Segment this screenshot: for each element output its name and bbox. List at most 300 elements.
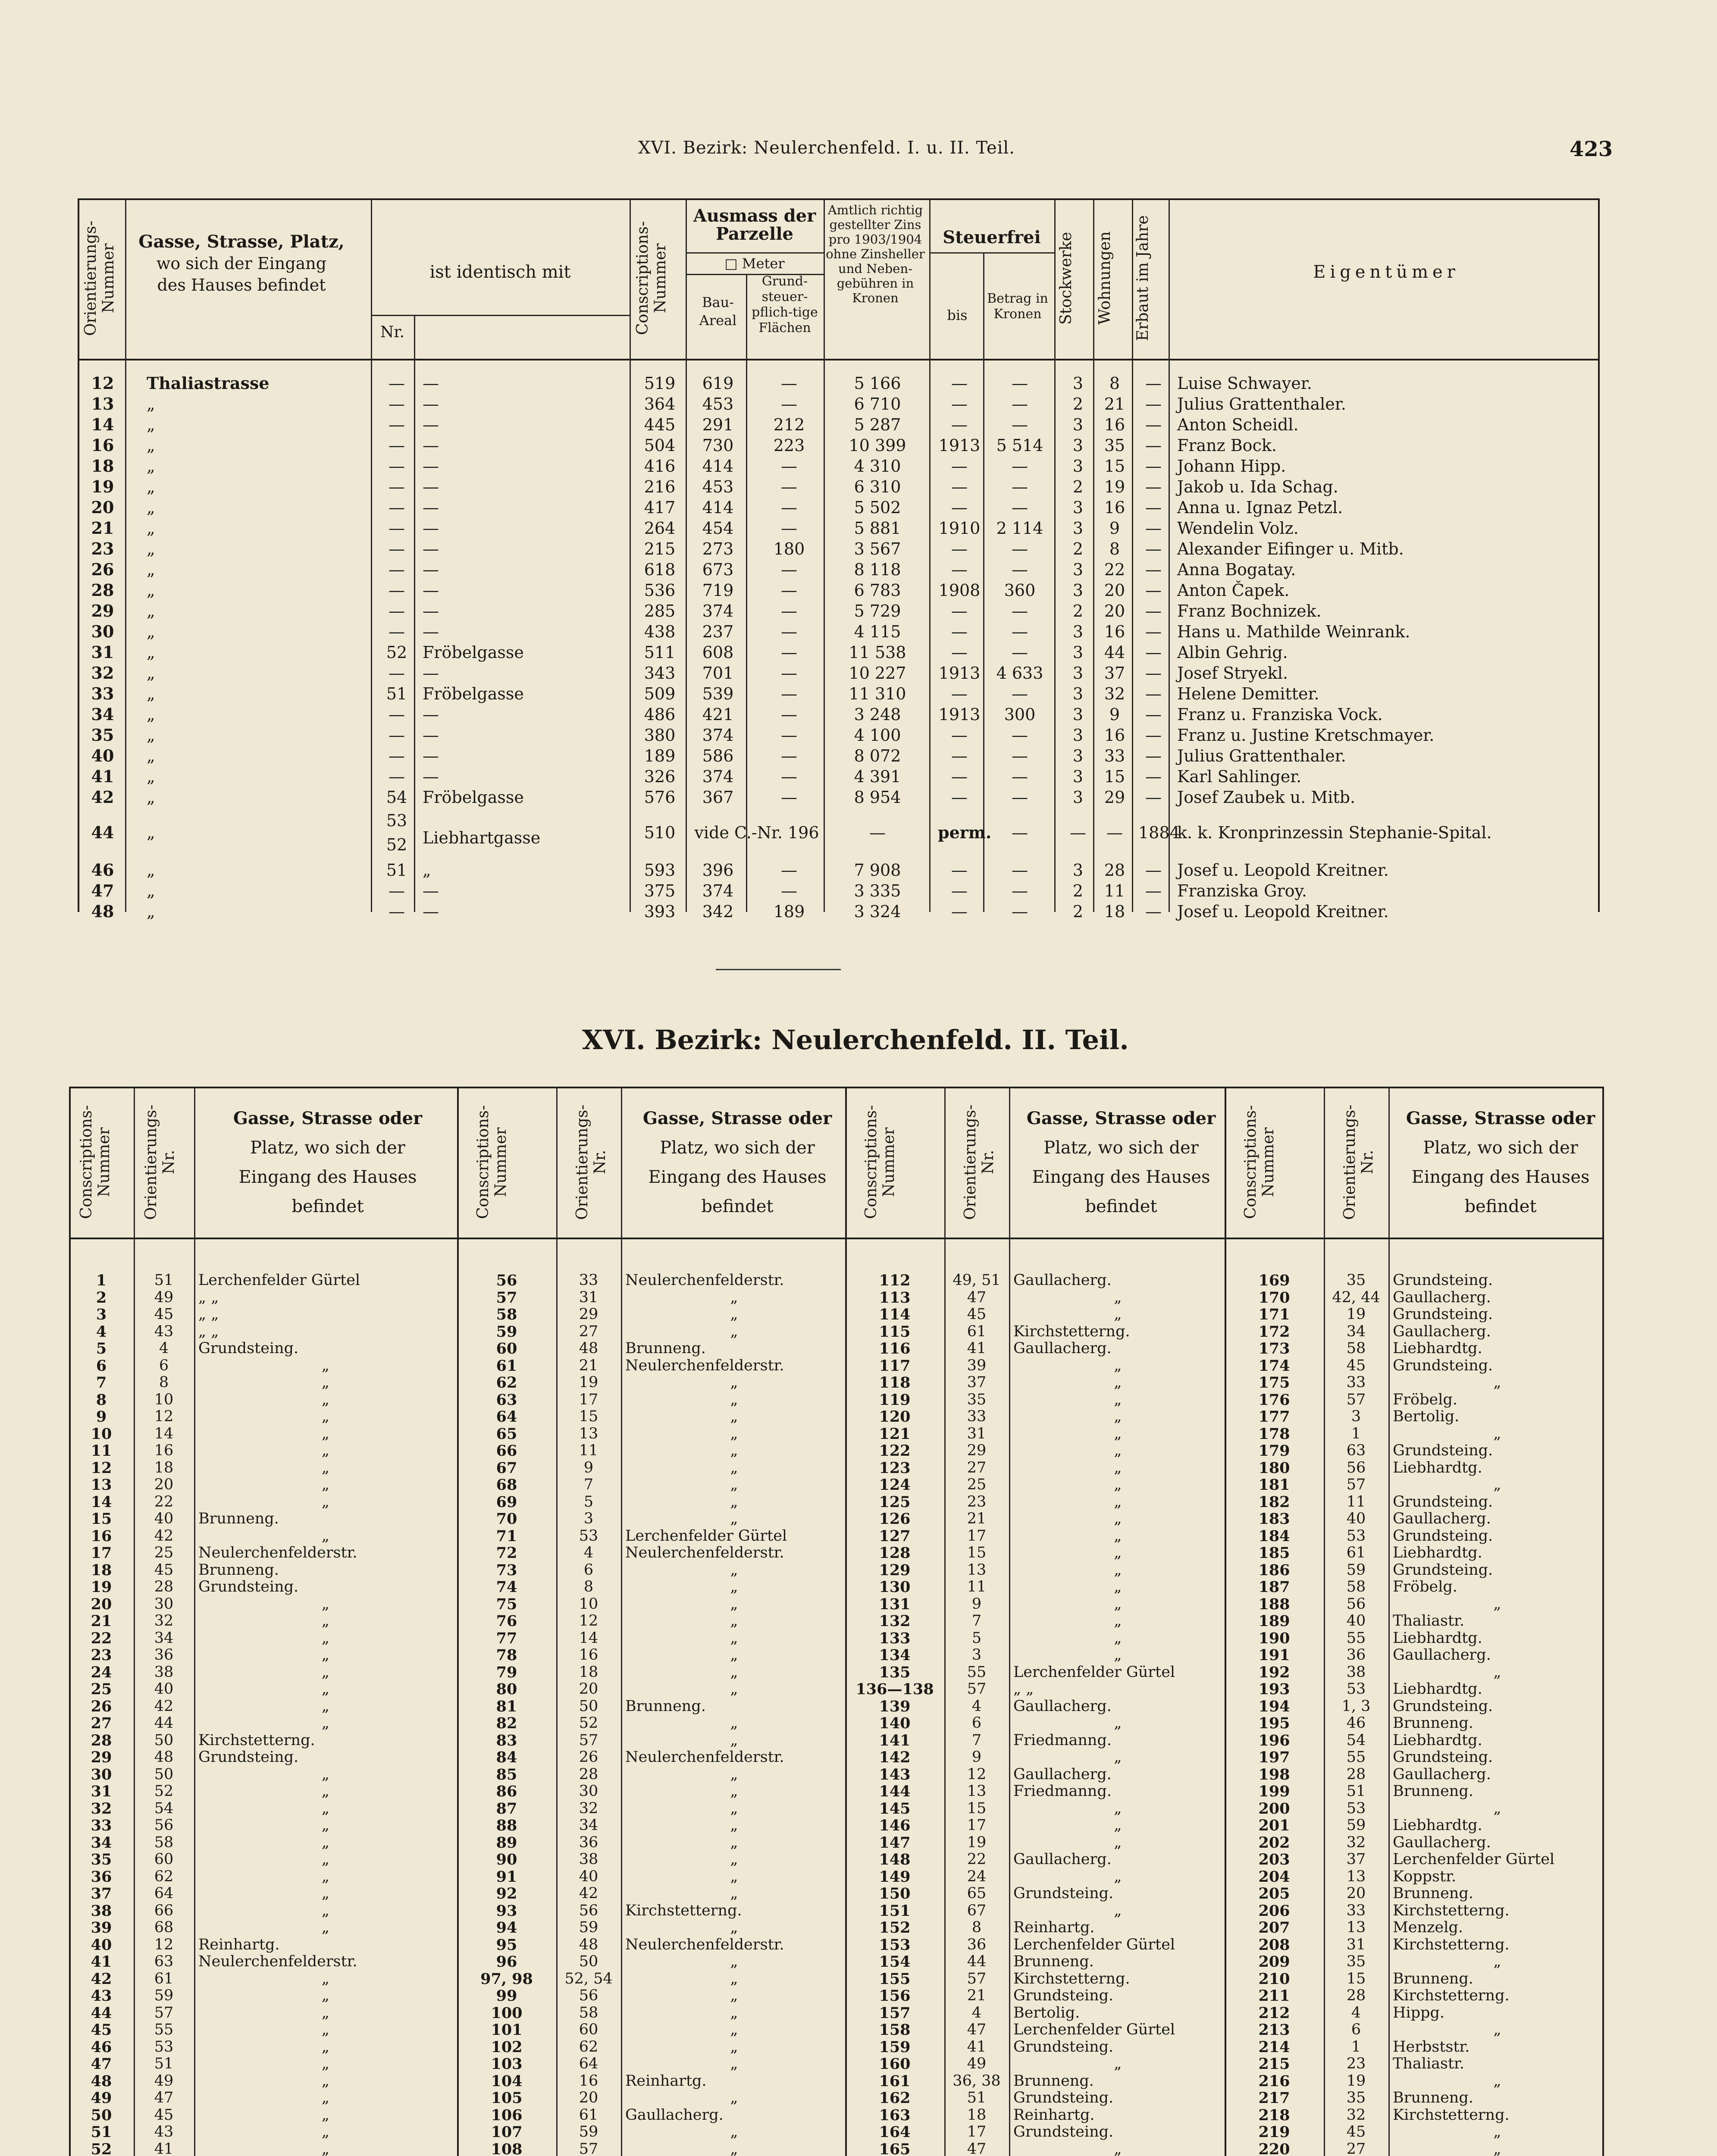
table-cell: 54 [386,788,407,807]
orientation-number: 7 [971,1731,982,1749]
orientation-number: 48 [579,1936,598,1953]
orientation-number: 41 [967,1340,987,1357]
street-name: „ [730,1646,738,1664]
street-name: „ [1114,1493,1122,1510]
table-cell: — [423,415,439,434]
table-cell: — [781,498,797,517]
orientation-number: 16 [579,1646,598,1664]
conscription-number: 84 [496,1749,517,1766]
table-cell: 511 [644,643,676,662]
conscription-number: 37 [91,1885,112,1902]
street-name: „ [1493,1663,1501,1681]
conscription-number: 149 [879,1868,911,1886]
conscription-number: 60 [496,1340,517,1357]
street-name: „ [321,2089,330,2106]
conscription-number: 78 [496,1646,517,1664]
table-row [78,580,1600,601]
table-cell: 576 [644,788,676,807]
orientation-number: 20 [579,1680,598,1698]
orientation-number: 45 [1346,1357,1366,1374]
conscription-number: 214 [1258,2038,1290,2056]
table-cell: — [781,684,797,703]
table-cell: — [1145,436,1162,455]
orientation-number: 19 [579,1374,598,1391]
table-cell: — [389,726,405,745]
header-orientierungs: Orientierungs-Nr. [573,1104,609,1220]
street-name: „ [730,1680,738,1698]
table-cell: 3 [1072,498,1084,517]
street-name: Grundsteing. [1013,2038,1114,2056]
street-name: „ [730,1783,738,1800]
table-cell: perm. [938,823,992,842]
conscription-number: 87 [496,1799,517,1818]
table-cell: 8 954 [854,788,901,807]
header-steuerfrei: Steuerfrei [943,227,1041,248]
table-cell: 28 [1104,861,1125,880]
table-cell: — [781,457,797,476]
table-cell: — [423,477,439,496]
street-name: „ [1114,1749,1122,1766]
conscription-number: 172 [1258,1322,1290,1341]
street-name: „ [1114,1561,1122,1579]
table-cell: — [951,498,968,517]
orientation-number: 51 [154,1272,174,1289]
section-title: XVI. Bezirk: Neulerchenfeld. II. Teil. [582,1024,1129,1056]
conscription-number: 206 [1258,1902,1290,1920]
table-row [78,414,1600,435]
conscription-number: 185 [1258,1544,1290,1562]
table-cell: 4 633 [996,664,1043,683]
conscription-number: 128 [879,1544,911,1562]
table-cell: — [1145,560,1162,579]
street-name: „ [321,1833,330,1851]
street-name: Liebhardtg. [1393,1680,1482,1698]
list-item [69,1868,1604,1886]
street-name: „ [1114,1391,1122,1408]
list-item [69,1426,1604,1443]
street-name: „ [1114,1510,1122,1527]
header-conscriptions: Conscriptions-Nummer [862,1105,898,1219]
table-cell: — [423,664,439,683]
orientation-number: 8 [971,1919,982,1936]
orientation-number: 63 [154,1953,174,1970]
table-cell: — [389,560,405,579]
list-item [69,1374,1604,1391]
orientation-number: 45 [1346,2123,1366,2140]
table-cell: 593 [644,861,676,880]
orientation-number: 56 [154,1817,174,1834]
orientation-number: 45 [154,2106,174,2124]
table-cell: — [1012,861,1028,880]
header-gasse-line: Gasse, Strasse oder [642,1108,832,1128]
orientation-number: 44 [154,1714,174,1732]
list-item [69,1749,1604,1766]
table-cell: — [951,415,968,434]
orientation-number: 56 [579,1987,598,2004]
conscription-number: 201 [1258,1817,1290,1834]
table-cell: 701 [702,664,734,683]
list-item [69,1664,1604,1681]
street-name: „ [1114,1306,1122,1323]
table-cell: 180 [773,539,805,558]
header-gasse-line: befindet [1464,1197,1537,1216]
table-cell: Josef u. Leopold Kreitner. [1177,902,1389,921]
street-name: „ [1114,1544,1122,1561]
street-name: Grundsteing. [1393,1749,1493,1766]
conscription-number: 114 [879,1306,911,1323]
table-cell: — [389,415,405,434]
list-item [69,1494,1604,1511]
header-gasse-line: Eingang des Hauses [1032,1167,1210,1187]
conscription-number: 80 [496,1680,517,1698]
conscription-number: 45 [91,2021,112,2039]
table-cell: — [389,622,405,641]
orientation-number: 28 [1346,1987,1366,2004]
table-cell: 3 [1072,457,1084,476]
table-cell: 1913 [938,705,981,724]
orientation-number: 53 [1346,1799,1366,1817]
header-bis: bis [947,307,968,323]
table-cell: Helene Demitter. [1177,684,1319,703]
street-name: Brunneng. [625,1697,706,1715]
conscription-number: 63 [496,1391,517,1409]
orientation-number: 20 [1346,1885,1366,1902]
table-cell: — [1012,602,1028,620]
list-item [69,1545,1604,1562]
table-cell: 374 [702,726,734,745]
orientation-number: 27 [1346,2140,1366,2156]
orientation-number: 57 [154,2004,174,2021]
table-cell: Liebhartgasse [423,828,541,847]
list-item [69,1987,1604,2005]
table-cell: — [423,436,439,455]
table-cell: — [389,457,405,476]
street-name: „ [321,1919,330,1936]
table-cell: Fröbelgasse [423,643,524,662]
orientation-number: 53 [1346,1527,1366,1545]
table-row [78,787,1600,808]
orientation-number: 31 [967,1425,987,1442]
street-name: „ [1114,1646,1122,1664]
street-name: „ [321,1817,330,1834]
table-cell: 26 [91,560,114,579]
table-cell: — [1145,902,1162,921]
table-cell: — [1145,415,1162,434]
street-name: Brunneng. [1393,1970,1473,1987]
list-item [69,1391,1604,1409]
table-cell: 3 [1072,374,1084,393]
table-cell: 291 [702,415,734,434]
conscription-number: 24 [91,1663,112,1681]
conscription-number: 79 [496,1663,517,1681]
table-cell: 3 [1072,622,1084,641]
conscription-number: 148 [879,1851,911,1868]
street-name: „ [730,1306,738,1323]
table-cell: — [781,602,797,620]
table-cell: 237 [702,622,734,641]
header-gasse-line: befindet [1085,1197,1157,1216]
table-row [78,373,1600,394]
conscription-number: 94 [496,1919,517,1937]
conscription-number: 32 [91,1799,112,1818]
table-cell: — [1070,823,1086,842]
orientation-number: 36 [579,1833,598,1851]
table-cell: — [781,767,797,786]
street-name: „ [730,1322,738,1340]
conscription-number: 179 [1258,1442,1290,1460]
conscription-number: 216 [1258,2072,1290,2090]
conscription-number: 1 [96,1272,107,1289]
table-cell: 608 [702,643,734,662]
conscription-number: 186 [1258,1561,1290,1579]
meter-subdivider [686,274,824,275]
conscription-number: 211 [1258,1987,1290,2005]
street-name: Liebhardtg. [1393,1731,1482,1749]
table-cell: — [423,902,439,921]
conscription-number: 171 [1258,1306,1290,1323]
orientation-number: 64 [579,2055,598,2072]
conscription-number: 83 [496,1731,517,1749]
table-cell: 32 [91,663,114,683]
conscription-number: 158 [879,2021,911,2039]
conscription-number: 38 [91,1902,112,1920]
table-cell: 52 [386,643,407,662]
conscription-number: 157 [879,2004,911,2022]
street-name: Grundsteing. [1393,1306,1493,1323]
conscription-number: 140 [879,1714,911,1732]
street-name: „ [321,1391,330,1408]
table-cell: 2 [1072,477,1084,496]
conscription-number: 210 [1258,1970,1290,1988]
list-item [69,1919,1604,1937]
conscription-number: 48 [91,2072,112,2090]
orientation-number: 20 [154,1476,174,1493]
table-cell: 673 [702,560,734,579]
orientation-number: 60 [579,2021,598,2038]
conscription-number: 118 [879,1374,911,1391]
list-item [69,1340,1604,1357]
table-cell: 375 [644,881,676,900]
orientation-number: 47 [967,2021,987,2038]
table-cell: — [1145,477,1162,496]
list-item [69,1460,1604,1477]
table-cell: — [1012,622,1028,641]
table-cell: — [1145,705,1162,724]
conscription-number: 91 [496,1868,517,1886]
conscription-number: 202 [1258,1833,1290,1852]
street-name: Brunneng. [1013,2072,1094,2090]
table-cell: 216 [644,477,676,496]
street-name: „ [1114,1374,1122,1391]
table-row [78,663,1600,683]
table-row [78,725,1600,746]
table-cell: 273 [702,539,734,558]
conscription-number: 82 [496,1714,517,1732]
orientation-number: 37 [1346,1851,1366,1868]
conscription-number: 65 [496,1425,517,1443]
conscription-number: 3 [96,1306,107,1323]
header-identisch: ist identisch mit [429,262,571,282]
street-name: Bertolig. [1013,2004,1080,2021]
street-name: „ [730,1561,738,1579]
street-name: „ [730,1919,738,1936]
header-orientierungs: Orientierungs-Nummer [82,220,117,336]
conscription-number: 163 [879,2106,911,2124]
street-name: „ [321,1783,330,1800]
conscription-number: 10 [91,1425,112,1443]
conscription-number: 73 [496,1561,517,1579]
page-number: 423 [1570,137,1613,161]
table-cell: — [1012,477,1028,496]
table-cell: — [389,519,405,538]
table-cell: Franz Bock. [1177,436,1277,455]
street-name: „ [321,1425,330,1442]
table-cell: 10 227 [849,664,906,683]
orientation-number: 53 [1346,1680,1366,1698]
conscription-number: 181 [1258,1476,1290,1494]
orientation-number: 12 [154,1408,174,1425]
table-cell: 2 [1072,902,1084,921]
table-cell: „ [147,881,155,900]
conscription-number: 64 [496,1408,517,1426]
header-gasse-line: Gasse, Strasse oder [1406,1108,1595,1128]
table-cell: 33 [91,684,114,703]
orientation-number: 22 [967,1851,987,1868]
conscription-number: 76 [496,1612,517,1630]
table-cell: Karl Sahlinger. [1177,767,1302,786]
orientation-number: 35 [1346,1953,1366,1970]
table-cell: — [781,477,797,496]
table-cell: 16 [1104,622,1125,641]
conscription-number: 191 [1258,1646,1290,1664]
street-name: „ [730,1425,738,1442]
table-cell: 28 [91,580,114,600]
conscription-number: 59 [496,1322,517,1341]
table-cell: — [951,767,968,786]
table-cell: 215 [644,539,676,558]
table-cell: — [389,374,405,393]
orientation-number: 59 [1346,1561,1366,1579]
table-cell: 51 [386,861,407,880]
table-cell: 37 [1104,664,1125,683]
street-name: „ [1114,1612,1122,1630]
street-name: Fröbelg. [1393,1391,1457,1408]
list-item [69,1971,1604,1988]
table-row [78,766,1600,787]
table-cell: vide C.-Nr. 196 [694,823,819,842]
table-cell: 52 [386,835,407,854]
street-name: Gaullacherg. [1393,1833,1491,1851]
conscription-number: 90 [496,1851,517,1868]
table-cell: Luise Schwayer. [1177,374,1312,393]
orientation-number: 33 [1346,1374,1366,1391]
table-cell: 16 [1104,726,1125,745]
orientation-number: 30 [579,1783,598,1800]
conscription-number: 2 [96,1288,107,1307]
table-cell: Franziska Groy. [1177,881,1307,900]
conscription-number: 17 [91,1544,112,1562]
conscription-number: 145 [879,1799,911,1818]
table-cell: 380 [644,726,676,745]
orientation-number: 6 [583,1561,594,1579]
table-cell: Josef Zaubek u. Mitb. [1177,788,1356,807]
conscription-number: 121 [879,1425,911,1443]
table-cell: — [423,881,439,900]
conscription-number: 28 [91,1731,112,1749]
conscription-number: 26 [91,1697,112,1715]
table-cell: Franz u. Justine Kretschmayer. [1177,726,1435,745]
street-name: Brunneng. [1393,1714,1473,1732]
orientation-number: 4 [971,2004,982,2021]
table-cell: 48 [91,902,114,921]
header-gasse-line: Platz, wo sich der [660,1138,815,1158]
conscription-number: 105 [491,2089,523,2107]
table-cell: 44 [91,823,114,842]
street-name: Gaullacherg. [1393,1322,1491,1340]
orientation-number: 52 [154,1783,174,1800]
table-cell: „ [147,436,155,455]
table-cell: Anton Scheidl. [1177,415,1299,434]
table-cell: — [1145,788,1162,807]
table-cell: 3 [1072,767,1084,786]
table-cell: 719 [702,581,734,600]
orientation-number: 15 [967,1544,987,1561]
street-name: „ [321,2106,330,2124]
street-name: „ [730,1714,738,1732]
conscription-number: 18 [91,1561,112,1579]
conscription-number: 212 [1258,2004,1290,2022]
conscription-number: 61 [496,1357,517,1375]
table-cell: — [1012,643,1028,662]
table-cell: — [423,498,439,517]
header-gasse-line: befindet [701,1197,774,1216]
orientation-number: 11 [579,1442,598,1459]
table-cell: 3 [1072,705,1084,724]
list-item [69,1596,1604,1613]
table-cell: — [781,519,797,538]
orientation-number: 53 [154,2038,174,2056]
table-cell: 6 783 [854,581,901,600]
table-cell: — [781,664,797,683]
conscription-number: 124 [879,1476,911,1494]
orientation-number: 3 [583,1510,594,1527]
street-name: „ [730,1442,738,1459]
table-cell: — [389,539,405,558]
street-name: „ [1114,1799,1122,1817]
street-name: „ „ [198,1288,219,1306]
street-name: Thaliastr. [1393,2055,1465,2072]
table-cell: 3 248 [854,705,901,724]
conscription-number: 198 [1258,1765,1290,1783]
table-cell: 510 [644,823,676,842]
conscription-number: 34 [91,1833,112,1852]
table-cell: 374 [702,602,734,620]
street-name: „ [321,1680,330,1698]
orientation-number: 41 [154,2140,174,2156]
table-cell: — [1012,498,1028,517]
street-name: „ [730,2004,738,2021]
street-name: Brunneng. [1393,2089,1473,2106]
table-cell: 41 [91,767,114,786]
street-name: „ [321,2140,330,2156]
table-cell: — [1106,823,1123,842]
list-item [69,2107,1604,2124]
list-item [69,1272,1604,1289]
street-name: „ [730,1391,738,1408]
conscription-number: 39 [91,1919,112,1937]
orientation-number: 6 [1351,2021,1361,2038]
conscription-number: 112 [879,1272,911,1289]
